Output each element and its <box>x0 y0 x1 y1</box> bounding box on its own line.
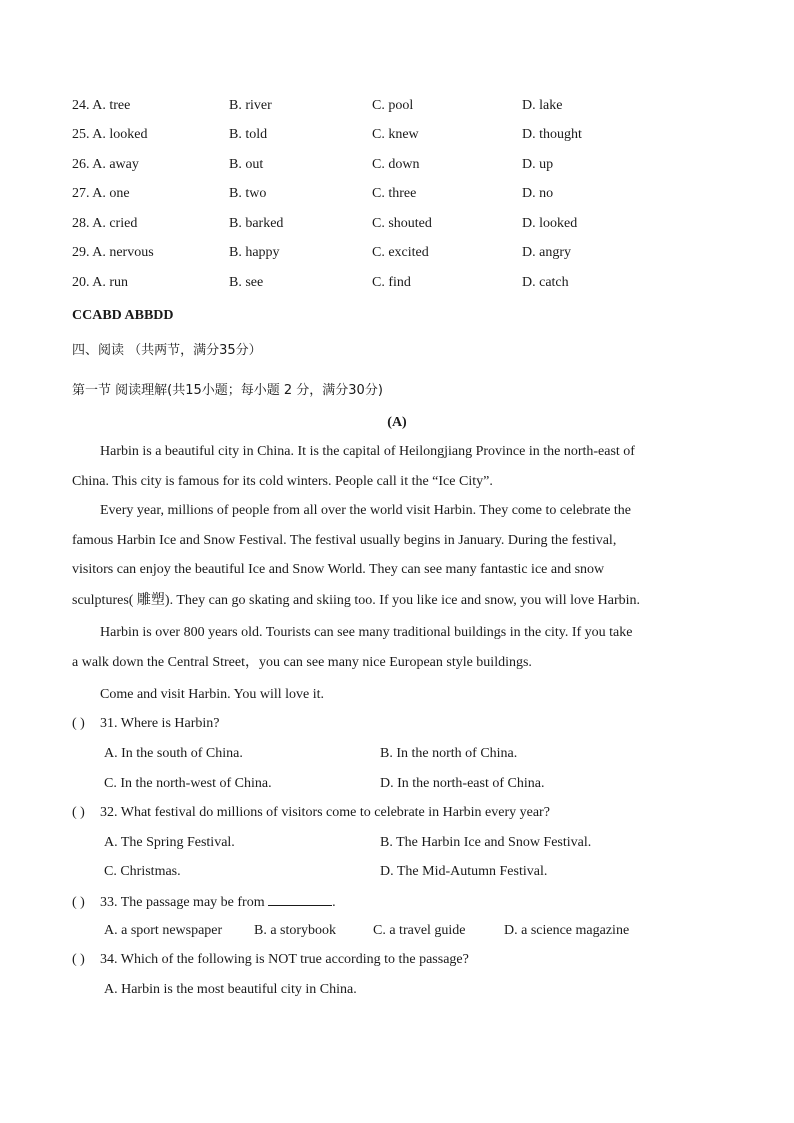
option-a: A. In the south of China. <box>104 746 243 761</box>
answer-bracket[interactable]: ( ) <box>72 716 85 731</box>
question-number: 27. <box>72 186 90 201</box>
passage-line: Harbin is a beautiful city in China. It is the capital of Heilongjiang Province in the north-east of <box>100 444 635 459</box>
option-d: D. The Mid-Autumn Festival. <box>380 864 548 879</box>
option-row <box>72 184 722 204</box>
option-b: B. barked <box>229 216 284 231</box>
option-b: B. happy <box>229 245 280 260</box>
question-stem: 34. Which of the following is NOT true according to the passage? <box>100 952 469 967</box>
answer-bracket[interactable]: ( ) <box>72 952 85 967</box>
passage-line: China. This city is famous for its cold winters. People call it the “Ice City”. <box>72 474 493 489</box>
option-b: B. a storybook <box>254 923 337 938</box>
answer-bracket[interactable]: ( ) <box>72 895 85 910</box>
option-d: D. lake <box>522 98 563 113</box>
section-heading: 四、阅读 （共两节，满分35分） <box>72 343 262 358</box>
answer-bracket[interactable]: ( ) <box>72 805 85 820</box>
option-c: C. three <box>372 186 417 201</box>
question-number: 28. <box>72 216 90 231</box>
passage-line: famous Harbin Ice and Snow Festival. The festival usually begins in January. During the festival, <box>72 533 617 548</box>
option-a: A. away <box>92 157 139 172</box>
option-b: B. The Harbin Ice and Snow Festival. <box>380 835 592 850</box>
option-c: C. knew <box>372 127 419 142</box>
option-row <box>72 155 722 175</box>
option-row <box>72 214 722 234</box>
passage-line: visitors can enjoy the beautiful Ice and Snow World. They can see many fantastic ice and snow <box>72 562 605 577</box>
passage-line: Come and visit Harbin. You will love it. <box>100 687 324 702</box>
passage-line: Harbin is over 800 years old. Tourists can see many traditional buildings in the city. If you take <box>100 625 633 640</box>
question-number: 24. <box>72 98 90 113</box>
question-stem: 33. The passage may be from <box>100 895 265 910</box>
option-a: A. run <box>92 275 129 290</box>
passage-line: Every year, millions of people from all over the world visit Harbin. They come to celebrate the <box>100 503 632 518</box>
option-a: A. nervous <box>92 245 154 260</box>
passage-line: a walk down the Central Street，you can see many nice European style buildings. <box>72 655 532 670</box>
option-b: B. see <box>229 275 264 290</box>
question-number: 20. <box>72 275 90 290</box>
option-c: C. shouted <box>372 216 432 231</box>
option-d: D. a science magazine <box>504 923 630 938</box>
option-d: D. In the north-east of China. <box>380 776 545 791</box>
option-d: D. angry <box>522 245 571 260</box>
option-d: D. thought <box>522 127 582 142</box>
question-number: 26. <box>72 157 90 172</box>
option-d: D. no <box>522 186 554 201</box>
option-row <box>72 273 722 293</box>
option-b: B. told <box>229 127 268 142</box>
passage-line: sculptures( 雕塑). They can go skating and skiing too. If you like ice and snow, you will love Harbin. <box>72 593 641 608</box>
option-b: B. two <box>229 186 267 201</box>
option-a: A. The Spring Festival. <box>104 835 235 850</box>
option-c: C. down <box>372 157 420 172</box>
option-a: A. looked <box>92 127 148 142</box>
answer-key: CCABD ABBDD <box>72 308 174 323</box>
question-stem: 32. What festival do millions of visitors come to celebrate in Harbin every year? <box>100 805 550 820</box>
option-c: C. In the north-west of China. <box>104 776 272 791</box>
option-c: C. a travel guide <box>373 923 466 938</box>
option-d: D. looked <box>522 216 578 231</box>
option-c: C. Christmas. <box>104 864 181 879</box>
option-row <box>72 125 722 145</box>
option-c: C. excited <box>372 245 429 260</box>
option-a: A. one <box>92 186 130 201</box>
option-d: D. up <box>522 157 554 172</box>
option-b: B. out <box>229 157 264 172</box>
option-c: C. find <box>372 275 411 290</box>
option-b: B. river <box>229 98 272 113</box>
option-d: D. catch <box>522 275 569 290</box>
question-stem: 31. Where is Harbin? <box>100 716 220 731</box>
option-c: C. pool <box>372 98 414 113</box>
exam-page: 24. A. tree B. river C. pool D. lake 25. A. looked B. told C. knew D. thought 26. A. away B. out C. down D. up 27. A. one B. two C. three D. no 28. A. cried B. barked C. shouted D. looked 29. A. nervous B. happy C. excited D. angry 20. A. run B. see C. find D. catch CCABD ABBDD 四、阅读 （共两节，满分35分） 第一节 阅读理解(共15小题；每小题 2 分，满分30分) (A) Harbin is a beautiful city in China. It is the capital of Heilongjiang Province in the north-east of China. This city is famous for its cold winters. People call it the “Ice City”. Every year, millions of people from all over the world visit Harbin. They come to celebrate the famous Harbin Ice and Snow Festival. The festival usually begins in January. During the festival, visitors can enjoy the beautiful Ice and Snow World. They can see many fantastic ice and snow sculptures( 雕塑). They can go skating and skiing too. If you like ice and snow, you will love Harbin. Harbin is over 800 years old. Tourists can see many traditional buildings in the city. If you take a walk down the Central Street，you can see many nice European style buildings. Come and visit Harbin. You will love it. ( ) 31. Where is Harbin? A. In the south of China. B. In the north of China. C. In the north-west of China. D. In the north-east of China. ( ) 32. What festival do millions of visitors come to celebrate in Harbin every year? A. The Spring Festival. B. The Harbin Ice and Snow Festival. C. Christmas. D. The Mid-Autumn Festival. ( ) 33. The passage may be from . A. a sport newspaper B. a storybook C. a travel guide D. a science magazine ( ) 34. Which of the following is NOT true according to the passage? A. Harbin is the most beautiful city in China. <box>0 0 794 1123</box>
option-b: B. In the north of China. <box>380 746 518 761</box>
passage-label: (A) <box>387 415 407 430</box>
option-row <box>72 96 722 116</box>
answer-blank[interactable] <box>268 892 332 906</box>
part-heading: 第一节 阅读理解(共15小题；每小题 2 分，满分30分) <box>72 383 383 398</box>
option-a: A. cried <box>92 216 138 231</box>
option-a: A. Harbin is the most beautiful city in China. <box>104 982 357 997</box>
option-a: A. a sport newspaper <box>104 923 223 938</box>
option-a: A. tree <box>92 98 131 113</box>
question-number: 25. <box>72 127 90 142</box>
question-number: 29. <box>72 245 90 260</box>
option-row <box>72 243 722 263</box>
